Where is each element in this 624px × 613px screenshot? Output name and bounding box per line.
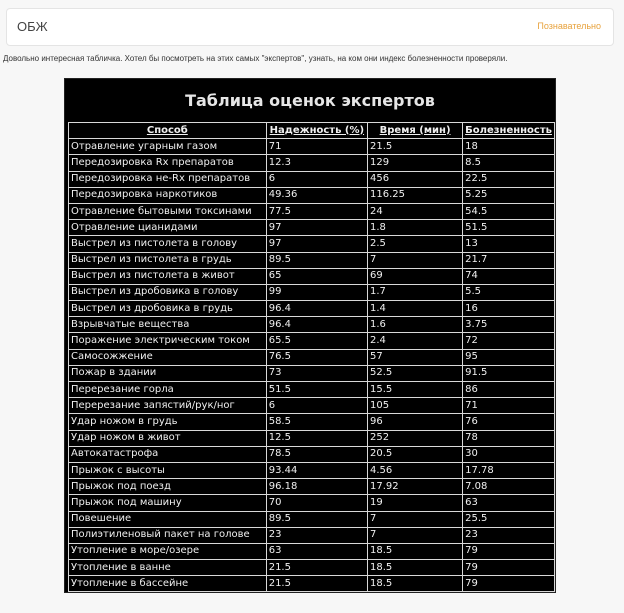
table-row	[69, 349, 555, 365]
cell-time: 57	[368, 349, 463, 365]
cell-time: 7	[368, 511, 463, 527]
cell-method: Выстрел из дробовика в голову	[69, 284, 267, 300]
cell-method: Удар ножом в живот	[69, 430, 267, 446]
cell-time: 96	[368, 414, 463, 430]
cell-reliability: 63	[266, 543, 367, 559]
table-title: Таблица оценок экспертов	[185, 91, 435, 110]
cell-method: Передозировка Rx препаратов	[69, 155, 267, 171]
cell-pain: 22.5	[463, 171, 555, 187]
cell-time: 20.5	[368, 446, 463, 462]
cell-pain: 91.5	[463, 365, 555, 381]
table-row	[69, 284, 555, 300]
column-header-reliability: Надежность (%)	[266, 123, 367, 139]
cell-reliability: 6	[266, 398, 367, 414]
cell-time: 2.5	[368, 236, 463, 252]
table-row	[69, 527, 555, 543]
cell-method: Перерезание горла	[69, 382, 267, 398]
table-header-row	[69, 123, 555, 139]
table-row	[69, 171, 555, 187]
cell-pain: 76	[463, 414, 555, 430]
cell-pain: 30	[463, 446, 555, 462]
table-row	[69, 560, 555, 576]
cell-pain: 95	[463, 349, 555, 365]
cell-time: 19	[368, 495, 463, 511]
cell-pain: 5.25	[463, 187, 555, 203]
cell-pain: 54.5	[463, 203, 555, 219]
cell-method: Взрывчатые вещества	[69, 317, 267, 333]
cell-method: Передозировка наркотиков	[69, 187, 267, 203]
table-row	[69, 398, 555, 414]
cell-method: Утопление в бассейне	[69, 576, 267, 592]
cell-time: 1.8	[368, 220, 463, 236]
cell-pain: 5.5	[463, 284, 555, 300]
cell-reliability: 12.3	[266, 155, 367, 171]
cell-method: Прыжок под поезд	[69, 479, 267, 495]
table-row	[69, 333, 555, 349]
cell-pain: 16	[463, 301, 555, 317]
column-header-time: Время (мин)	[368, 123, 463, 139]
cell-pain: 79	[463, 543, 555, 559]
cell-time: 24	[368, 203, 463, 219]
cell-time: 1.7	[368, 284, 463, 300]
cell-reliability: 65.5	[266, 333, 367, 349]
cell-method: Удар ножом в грудь	[69, 414, 267, 430]
cell-reliability: 71	[266, 139, 367, 155]
table-row	[69, 462, 555, 478]
cell-reliability: 21.5	[266, 560, 367, 576]
cell-time: 1.4	[368, 301, 463, 317]
cell-method: Перерезание запястий/рук/ног	[69, 398, 267, 414]
cell-reliability: 51.5	[266, 382, 367, 398]
cell-time: 105	[368, 398, 463, 414]
cell-reliability: 89.5	[266, 511, 367, 527]
cell-reliability: 70	[266, 495, 367, 511]
post-header	[6, 8, 614, 46]
table-row	[69, 430, 555, 446]
cell-pain: 13	[463, 236, 555, 252]
cell-reliability: 58.5	[266, 414, 367, 430]
cell-reliability: 97	[266, 220, 367, 236]
cell-reliability: 96.18	[266, 479, 367, 495]
cell-time: 4.56	[368, 462, 463, 478]
column-header-method: Способ	[69, 123, 267, 139]
table-body	[69, 139, 555, 592]
cell-reliability: 96.4	[266, 317, 367, 333]
category-tag-link[interactable]: Познавательно	[537, 21, 601, 31]
cell-method: Полиэтиленовый пакет на голове	[69, 527, 267, 543]
table-row	[69, 511, 555, 527]
cell-time: 129	[368, 155, 463, 171]
post-title: ОБЖ	[17, 19, 48, 34]
cell-time: 252	[368, 430, 463, 446]
cell-pain: 23	[463, 527, 555, 543]
cell-reliability: 93.44	[266, 462, 367, 478]
cell-time: 456	[368, 171, 463, 187]
table-row	[69, 446, 555, 462]
table-row	[69, 301, 555, 317]
cell-method: Выстрел из пистолета в голову	[69, 236, 267, 252]
cell-reliability: 76.5	[266, 349, 367, 365]
cell-reliability: 21.5	[266, 576, 367, 592]
cell-pain: 63	[463, 495, 555, 511]
cell-reliability: 77.5	[266, 203, 367, 219]
table-row	[69, 268, 555, 284]
cell-pain: 79	[463, 560, 555, 576]
table-row	[69, 187, 555, 203]
cell-time: 69	[368, 268, 463, 284]
cell-method: Утопление в ванне	[69, 560, 267, 576]
table-row	[69, 479, 555, 495]
cell-method: Отравление угарным газом	[69, 139, 267, 155]
cell-reliability: 49.36	[266, 187, 367, 203]
cell-pain: 79	[463, 576, 555, 592]
table-row	[69, 203, 555, 219]
cell-pain: 72	[463, 333, 555, 349]
cell-method: Выстрел из пистолета в живот	[69, 268, 267, 284]
cell-time: 7	[368, 252, 463, 268]
cell-time: 116.25	[368, 187, 463, 203]
table-row	[69, 543, 555, 559]
table-row	[69, 155, 555, 171]
table-row	[69, 382, 555, 398]
cell-reliability: 12.5	[266, 430, 367, 446]
cell-time: 21.5	[368, 139, 463, 155]
cell-time: 1.6	[368, 317, 463, 333]
table-row	[69, 236, 555, 252]
cell-pain: 8.5	[463, 155, 555, 171]
cell-pain: 7.08	[463, 479, 555, 495]
cell-reliability: 65	[266, 268, 367, 284]
post-text: Довольно интересная табличка. Хотел бы посмотреть на этих самых "экспертов", узнать, на ком они индекс болезненности проверяли.	[3, 54, 508, 63]
column-header-pain: Болезненность	[463, 123, 555, 139]
cell-reliability: 96.4	[266, 301, 367, 317]
table-row	[69, 252, 555, 268]
expert-table	[68, 122, 555, 592]
table-row	[69, 139, 555, 155]
cell-method: Выстрел из пистолета в грудь	[69, 252, 267, 268]
table-row	[69, 414, 555, 430]
cell-pain: 86	[463, 382, 555, 398]
cell-time: 15.5	[368, 382, 463, 398]
cell-method: Выстрел из дробовика в грудь	[69, 301, 267, 317]
cell-reliability: 23	[266, 527, 367, 543]
cell-method: Утопление в море/озере	[69, 543, 267, 559]
cell-method: Отравление бытовыми токсинами	[69, 203, 267, 219]
table-row	[69, 365, 555, 381]
cell-reliability: 97	[266, 236, 367, 252]
cell-method: Повешение	[69, 511, 267, 527]
cell-pain: 17.78	[463, 462, 555, 478]
cell-method: Поражение электрическим током	[69, 333, 267, 349]
cell-time: 17.92	[368, 479, 463, 495]
cell-reliability: 73	[266, 365, 367, 381]
cell-method: Прыжок с высоты	[69, 462, 267, 478]
table-row	[69, 317, 555, 333]
cell-method: Самосожжение	[69, 349, 267, 365]
cell-pain: 21.7	[463, 252, 555, 268]
cell-pain: 74	[463, 268, 555, 284]
cell-time: 18.5	[368, 576, 463, 592]
cell-method: Передозировка не-Rx препаратов	[69, 171, 267, 187]
cell-pain: 78	[463, 430, 555, 446]
cell-pain: 18	[463, 139, 555, 155]
cell-time: 18.5	[368, 560, 463, 576]
cell-pain: 25.5	[463, 511, 555, 527]
table-row	[69, 220, 555, 236]
cell-reliability: 6	[266, 171, 367, 187]
cell-pain: 71	[463, 398, 555, 414]
cell-method: Автокатастрофа	[69, 446, 267, 462]
cell-time: 7	[368, 527, 463, 543]
cell-reliability: 89.5	[266, 252, 367, 268]
cell-reliability: 99	[266, 284, 367, 300]
cell-pain: 3.75	[463, 317, 555, 333]
cell-method: Прыжок под машину	[69, 495, 267, 511]
cell-method: Пожар в здании	[69, 365, 267, 381]
cell-method: Отравление цианидами	[69, 220, 267, 236]
cell-time: 52.5	[368, 365, 463, 381]
table-image	[64, 78, 556, 593]
cell-time: 2.4	[368, 333, 463, 349]
table-row	[69, 495, 555, 511]
cell-time: 18.5	[368, 543, 463, 559]
cell-pain: 51.5	[463, 220, 555, 236]
table-row	[69, 576, 555, 592]
cell-reliability: 78.5	[266, 446, 367, 462]
